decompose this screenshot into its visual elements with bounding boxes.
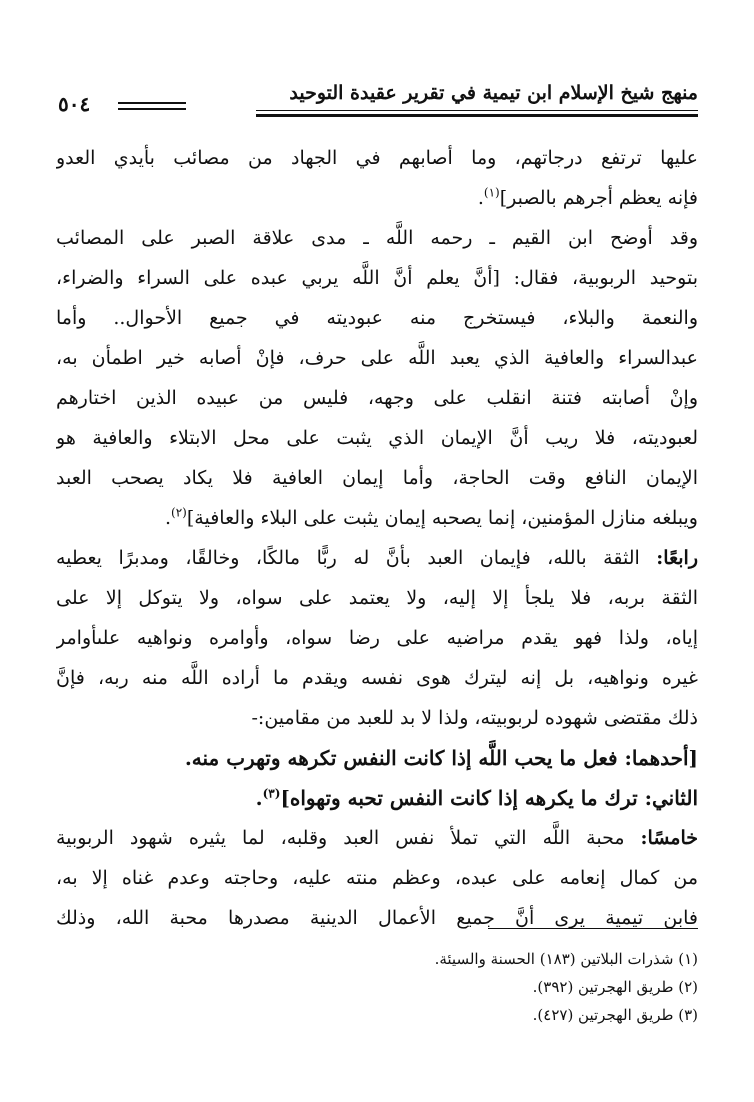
body-line [56,178,698,218]
line-text: الثقة بالله، فإيمان العبد بأنَّ له ربًّا مالكًا، وخالقًا، ومدبرًا يعطيه [56,547,657,569]
line-text: عبدالسراء والعافية الذي يعبد اللَّه على حرف، فإنْ أصابه خير اطمأن به، [56,347,698,369]
footnote-marker: (٢) [171,505,187,520]
body-line [56,858,698,898]
line-text: وإنْ أصابته فتنة انقلب على وجهه، فليس من عبيده الذين اختارهم [56,387,698,409]
line-text: من كمال إنعامه على عبده، وعظم منته عليه، وحاجته وعدم غناه إلا به، [56,867,698,889]
line-text: الثاني: ترك ما يكرهه إذا كانت النفس تحبه وتهواه] [280,786,698,810]
body-line [56,578,698,618]
body-line [56,618,698,658]
body-line [56,298,698,338]
header-rule-thin [256,110,698,111]
line-text: وقد أوضح ابن القيم ـ رحمه اللَّه ـ مدى علاقة الصبر على المصائب [56,227,698,249]
footnote-marker: (٣) [262,786,281,801]
body-line [56,138,698,178]
line-text: إياه، ولذا فهو يقدم مراضيه على رضا سواه، وأوامره ونواهيه علىأوامر [56,627,698,649]
body-line [56,538,698,578]
body-line [56,898,698,938]
body-line [56,258,698,298]
line-text: محبة اللَّه التي تملأ نفس العبد وقلبه، لما يثيره شهود الربوبية [56,827,641,849]
line-text: لعبوديته، فلا ريب أنَّ الإيمان الذي يثبت على محل الابتلاء والعافية هو [56,427,698,449]
body-line [56,378,698,418]
footnote-separator [488,928,698,929]
body-line [56,418,698,458]
line-tail: . [255,786,263,810]
body-line [56,778,698,818]
line-text: الثقة بربه، فلا يلجأ إلا إليه، ولا يعتمد على سواه، ولا يتوكل إلا على [56,587,698,609]
body-text [56,138,698,938]
body-line [56,338,698,378]
page-header [58,82,698,116]
line-text: والنعمة والبلاء، فيستخرج منه عبوديته في جميع الأحوال.. وأما [56,307,698,329]
footnotes [56,945,698,1029]
line-text: غيره ونواهيه، بل إنه ليترك هوى نفسه ويقدم ما أراده اللَّه منه ربه، فإنَّ [56,667,698,689]
line-text: ويبلغه منازل المؤمنين، إنما يصحبه إيمان يثبت على البلاء والعافية] [186,507,698,529]
line-tail: . [164,507,172,529]
body-line [56,738,698,778]
body-line [56,658,698,698]
footnote-1: (١) شذرات البلاتين (١٨٣) الحسنة والسيئة. [434,950,698,968]
line-text: الإيمان النافع وقت الحاجة، وأما إيمان العافية فلا يكاد يصحب العبد [56,467,698,489]
line-text: [أحدهما: فعل ما يحب اللَّه إذا كانت النفس تكرهه وتهرب منه. [184,746,698,770]
line-text: ذلك مقتضى شهوده لربوبيته، ولذا لا بد للعبد من مقامين:- [251,707,698,729]
running-title: منهج شيخ الإسلام ابن تيمية في تقرير عقيدة التوحيد [289,82,698,104]
body-line [56,498,698,538]
line-text: فابن تيمية يرى أنَّ جميع الأعمال الدينية مصدرها محبة الله، وذلك [56,907,698,929]
body-line [56,818,698,858]
section-lead: رابعًا: [656,547,698,569]
body-line [56,218,698,258]
body-line [56,698,698,738]
page-number-rule-bottom [118,108,186,110]
line-text: بتوحيد الربوبية، فقال: [أنَّ يعلم أنَّ اللَّه يربي عبده على السراء والضراء، [56,267,698,289]
body-line [56,458,698,498]
section-lead: خامسًا: [640,827,698,849]
line-tail: . [477,187,484,209]
footnote-2: (٢) طريق الهجرتين (٣٩٢). [532,978,698,996]
header-rule-thick [256,114,698,117]
footnote-marker: (١) [483,185,500,200]
line-text: فإنه يعظم أجرهم بالصبر] [499,187,698,209]
line-text: عليها ترتفع درجاتهم، وما أصابهم في الجهاد من مصائب بأيدي العدو [56,147,698,169]
page-number: ٥٠٤ [58,92,91,116]
page-number-rule-top [118,102,186,104]
footnote-3: (٣) طريق الهجرتين (٤٢٧). [532,1006,698,1024]
